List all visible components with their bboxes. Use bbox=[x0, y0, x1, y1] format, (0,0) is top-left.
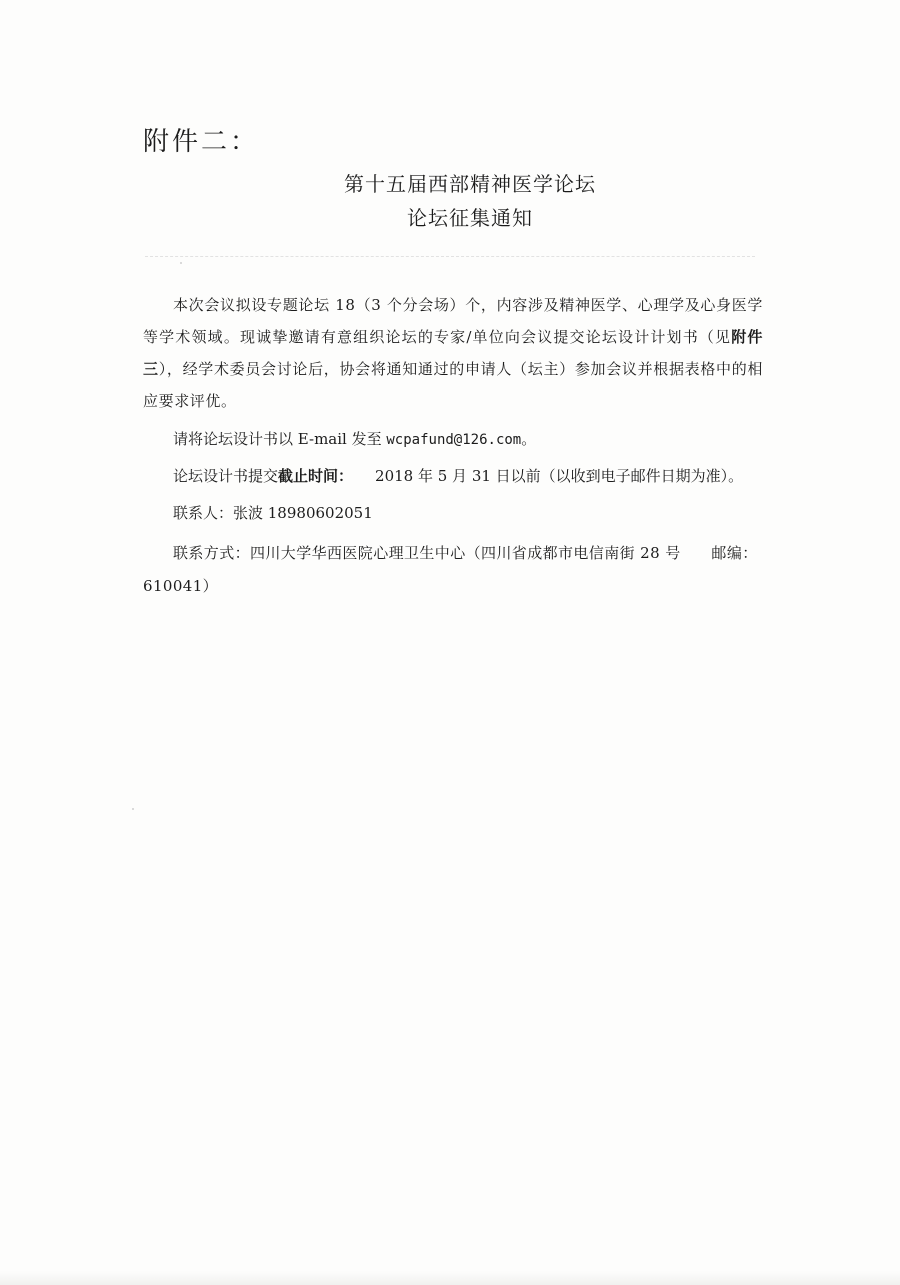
document-title: 第十五届西部精神医学论坛 bbox=[344, 172, 596, 196]
email-address: wcpafund@126.com bbox=[386, 432, 522, 448]
document-subtitle: 论坛征集通知 bbox=[407, 206, 533, 230]
scan-speck bbox=[132, 808, 134, 810]
header-divider bbox=[145, 256, 755, 257]
deadline-prefix: 论坛设计书提交 bbox=[173, 467, 279, 485]
email-line bbox=[173, 428, 536, 449]
intro-text-b: ），经学术委员会讨论后，协会将通知通过的申请人（坛主）参加会议并根据表格中的相应要求评优。 bbox=[143, 360, 764, 410]
scan-speck bbox=[180, 262, 182, 264]
attachment-label: 附件二： bbox=[143, 127, 260, 157]
intro-text-a: 本次会议拟设专题论坛 18（3 个分会场）个，内容涉及精神医学、心理学及心身医学等学术领域。现诚挚邀请有意组织论坛的专家/单位向会议提交论坛设计计划书（见 bbox=[143, 296, 763, 346]
deadline-label: 截止时间： bbox=[278, 467, 354, 485]
email-suffix: 。 bbox=[521, 430, 537, 448]
contact-person: 联系人：张波 18980602051 bbox=[173, 504, 373, 522]
intro-paragraph bbox=[143, 289, 763, 417]
contact-address: 联系方式：四川大学华西医院心理卫生中心（四川省成都市电信南街 28 号 邮编：610041） bbox=[143, 544, 758, 595]
scan-edge bbox=[0, 1271, 900, 1285]
deadline-line bbox=[173, 465, 743, 486]
email-prefix: 请将论坛设计书以 E-mail 发至 bbox=[173, 430, 387, 448]
deadline-text: 2018 年 5 月 31 日以前（以收到电子邮件日期为准）。 bbox=[375, 467, 744, 485]
attachment-reference: 附件三 bbox=[143, 328, 764, 378]
